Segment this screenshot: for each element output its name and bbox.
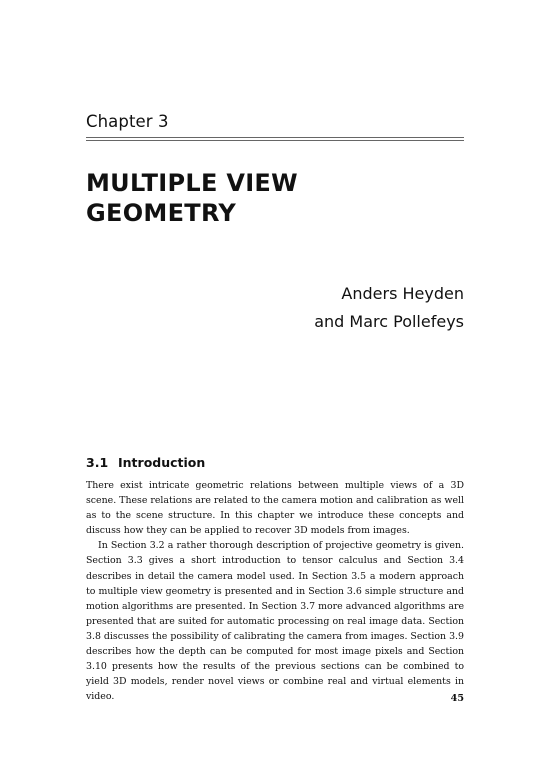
section-title: Introduction [118, 455, 206, 470]
chapter-label: Chapter 3 [86, 112, 169, 131]
author-line-2: and Marc Pollefeys [314, 312, 464, 331]
chapter-title [86, 168, 298, 228]
page-number: 45 [450, 693, 464, 704]
chapter-title-line-1: MULTIPLE VIEW [86, 169, 298, 197]
section-number: 3.1 [86, 455, 109, 470]
paragraph-2: In Section 3.2 a rather thorough description of projective geometry is given. Section 3.3 gives a short introduction to tensor calculus and Section 3.4 describes in detail the camera model used. In Section 3.5 a modern approach to multiple view geometry is presented and in Section 3.6 simple structure and motion algorithms are presented. In Section 3.7 more advanced algorithms are presented that are suited for automatic processing on real image data. Section 3.8 discusses the possibility of calibrating the camera from images. Section 3.9 describes how the depth can be computed for most image pixels and Section 3.10 presents how the results of the previous sections can be combined to yield 3D models, render novel views or combine real and virtual elements in video. [86, 540, 464, 703]
chapter-rule-bottom [86, 140, 464, 141]
chapter-title-line-2: GEOMETRY [86, 199, 237, 227]
section-heading [86, 455, 205, 470]
author-line-1: Anders Heyden [341, 284, 464, 303]
chapter-rule-top [86, 137, 464, 138]
authors [314, 280, 464, 336]
section-body [86, 478, 464, 704]
paragraph-1: There exist intricate geometric relations between multiple views of a 3D scene. These relations are related to the camera motion and calibration as well as to the scene structure. In this chapter we introduce these concepts and discuss how they can be applied to recover 3D models from images. [86, 480, 464, 537]
